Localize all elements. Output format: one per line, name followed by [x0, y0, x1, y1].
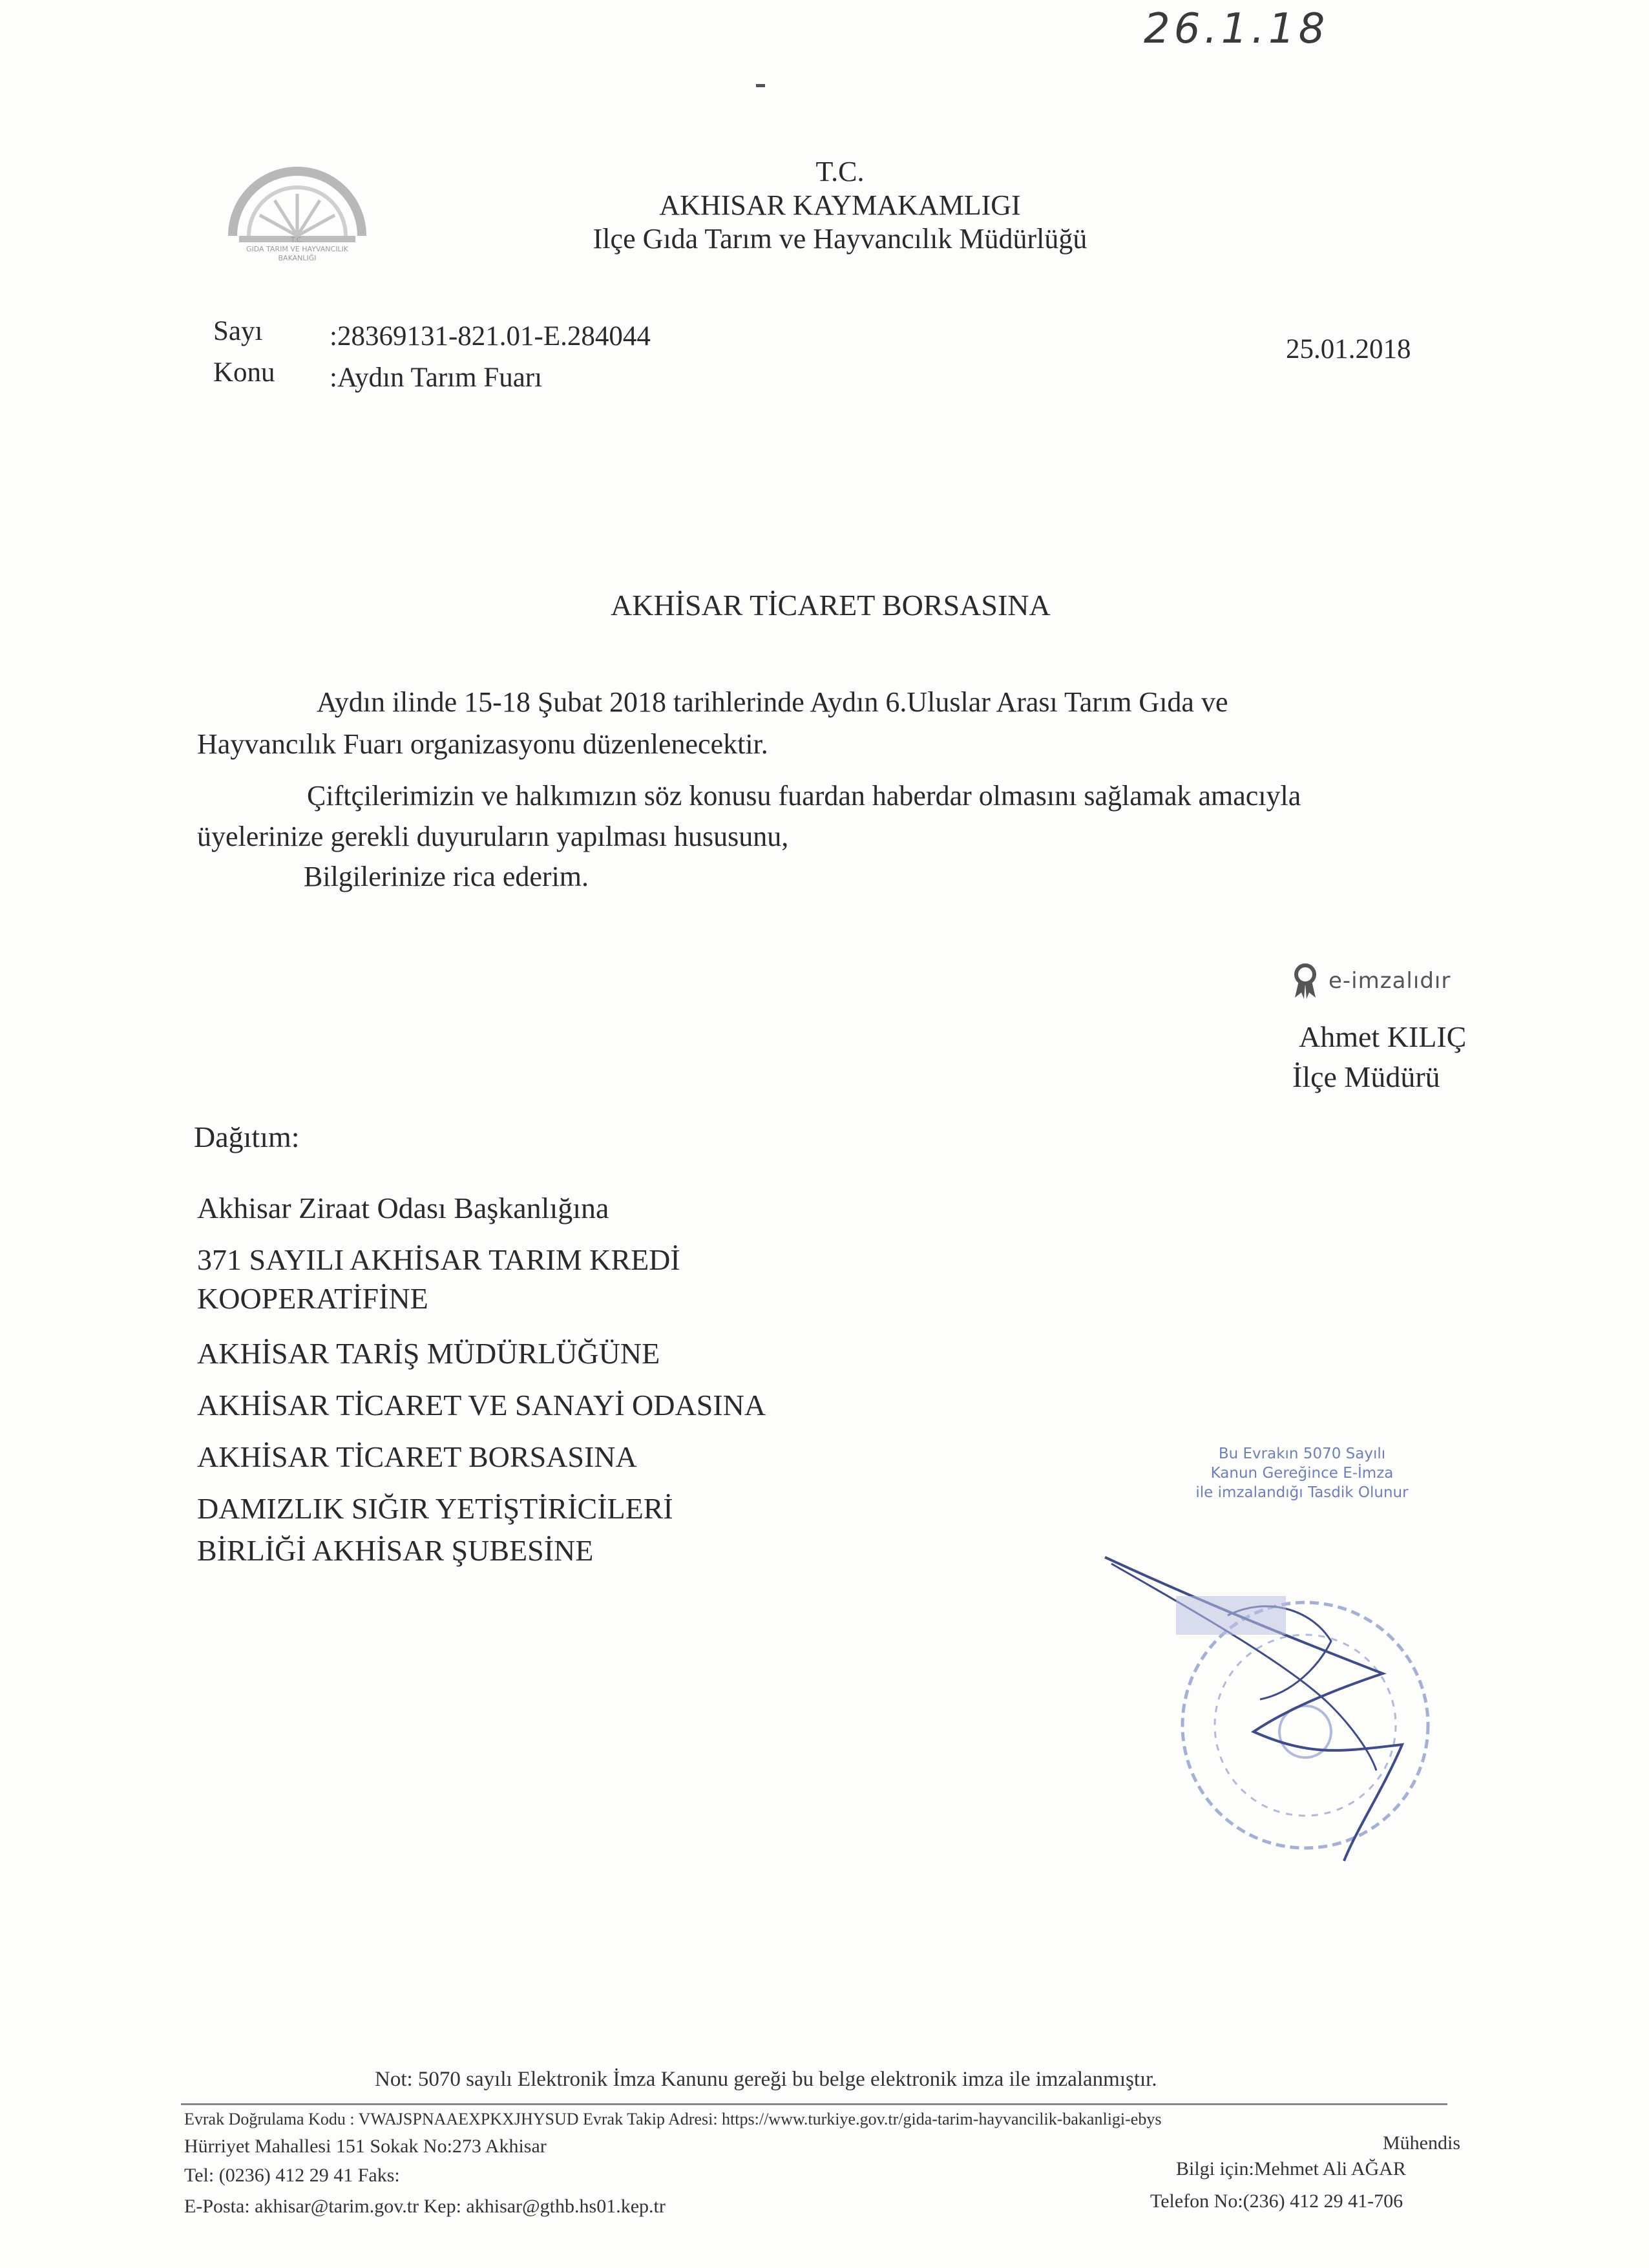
- footer-info-name: Bilgi için:Mehmet Ali AĞAR: [1176, 2158, 1406, 2179]
- logo-text-2: GIDA TARIM VE HAYVANCILIK: [246, 245, 349, 253]
- document-date: 25.01.2018: [1286, 334, 1411, 364]
- distribution-item: DAMIZLIK SIĞIR YETİŞTİRİCİLERİ: [197, 1492, 673, 1525]
- distribution-item: Akhisar Ziraat Odası Başkanlığına: [197, 1192, 609, 1224]
- logo-text-3: BAKANLIĞI: [278, 254, 317, 262]
- recipient-title: AKHİSAR TİCARET BORSASINA: [611, 589, 1051, 622]
- signer-title: İlçe Müdürü: [1292, 1060, 1440, 1093]
- body-para3: Bilgilerinize rica ederim.: [304, 861, 589, 892]
- header-tc: T.C.: [815, 156, 865, 187]
- distribution-item: KOOPERATİFİNE: [197, 1282, 428, 1315]
- header-kaymakamlik: AKHISAR KAYMAKAMLIGI: [659, 189, 1021, 221]
- stamp-line-2: Kanun Gereğince E-İmza: [1210, 1465, 1394, 1482]
- footer-info-engineer: Mühendis: [1383, 2132, 1460, 2154]
- footer-verification: Evrak Doğrulama Kodu : VWAJSPNAAEXPKXJHYSUD Evrak Takip Adresi: https://www.turkiye.gov.tr/gida-tarim-hayvancilik-bakanligi-ebys: [184, 2110, 1162, 2128]
- body-para2-line1: Çiftçilerimizin ve halkımızın söz konusu fuardan haberdar olmasını sağlamak amacıyla: [307, 780, 1301, 812]
- document-header: [452, 155, 1228, 256]
- distribution-label: Dağıtım:: [194, 1120, 300, 1153]
- handwritten-date: 26.1.18: [1144, 5, 1329, 53]
- footer-divider: [181, 2103, 1447, 2105]
- distribution-item: AKHİSAR TARİŞ MÜDÜRLÜĞÜNE: [197, 1337, 660, 1370]
- e-signature-badge: [1292, 963, 1451, 999]
- official-seal-icon: [1098, 1538, 1434, 1874]
- konu-value: :Aydın Tarım Fuarı: [330, 362, 543, 393]
- konu-label: Konu: [213, 357, 275, 388]
- signer-name: Ahmet KILIÇ: [1299, 1020, 1467, 1053]
- body-para2-line2: üyelerinize gerekli duyuruların yapılması hususunu,: [197, 821, 789, 852]
- ministry-logo-icon: [213, 139, 381, 288]
- stamp-line-1: Bu Evrakın 5070 Sayılı: [1218, 1445, 1386, 1462]
- stamp-certification: [1150, 1444, 1454, 1502]
- ministry-logo: [213, 139, 381, 288]
- footer-address: Hürriyet Mahallesi 151 Sokak No:273 Akhisar: [184, 2136, 547, 2157]
- distribution-item: AKHİSAR TİCARET BORSASINA: [197, 1440, 637, 1473]
- sayi-value: :28369131-821.01-E.284044: [330, 321, 651, 352]
- stamp-line-3: ile imzalandığı Tasdik Olunur: [1195, 1484, 1409, 1501]
- ribbon-badge-icon: [1292, 963, 1318, 999]
- body-para1-line2: Hayvancılık Fuarı organizasyonu düzenlenecektir.: [197, 728, 768, 760]
- distribution-item: AKHİSAR TİCARET VE SANAYİ ODASINA: [197, 1389, 766, 1422]
- footer-email: E-Posta: akhisar@tarim.gov.tr Kep: akhisar@gthb.hs01.kep.tr: [184, 2196, 666, 2217]
- footer-info-phone: Telefon No:(236) 412 29 41-706: [1150, 2190, 1403, 2212]
- logo-text-1: T.C.: [290, 236, 304, 244]
- official-seal: [1098, 1538, 1434, 1874]
- sayi-label: Sayı: [213, 316, 263, 346]
- mark-dot: [756, 84, 765, 87]
- footer-tel: Tel: (0236) 412 29 41 Faks:: [184, 2165, 400, 2186]
- footer-esignature-note: Not: 5070 sayılı Elektronik İmza Kanunu gereği bu belge elektronik imza ile imzalanmıştır.: [375, 2068, 1157, 2091]
- e-signature-label: e-imzalıdır: [1329, 968, 1451, 994]
- distribution-item: 371 SAYILI AKHİSAR TARIM KREDİ: [197, 1243, 680, 1276]
- body-para1-line1: Aydın ilinde 15-18 Şubat 2018 tarihlerinde Aydın 6.Uluslar Arası Tarım Gıda ve: [317, 686, 1228, 718]
- distribution-item: BİRLİĞİ AKHİSAR ŞUBESİNE: [197, 1534, 594, 1567]
- header-mudurluk: Ilçe Gıda Tarım ve Hayvancılık Müdürlüğü: [593, 223, 1087, 255]
